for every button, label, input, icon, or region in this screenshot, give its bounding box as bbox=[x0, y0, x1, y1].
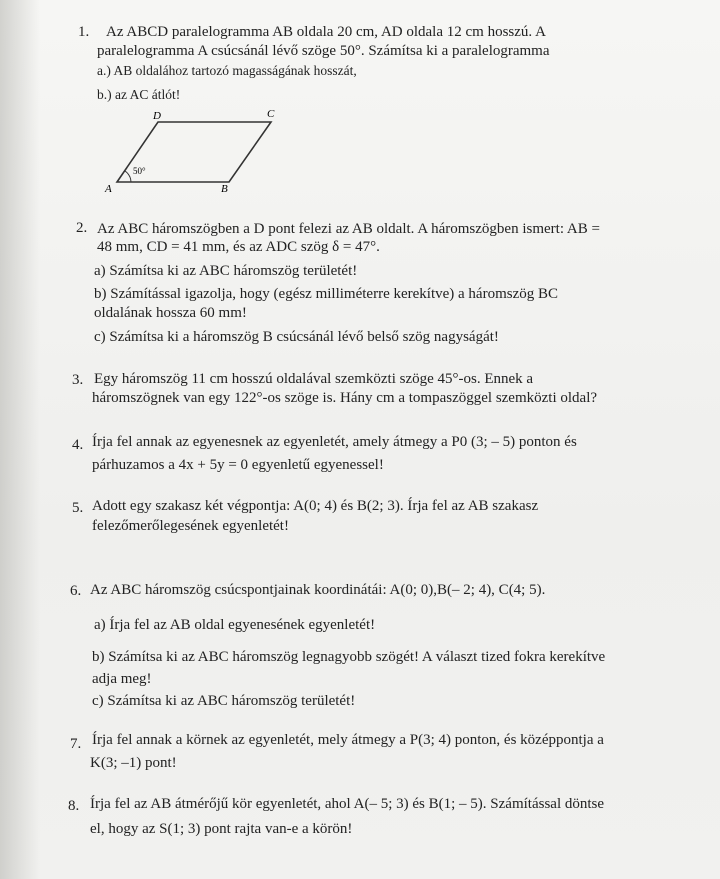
problem-7-line-2: K(3; –1) pont! bbox=[90, 755, 177, 771]
problem-2-line-2: 48 mm, CD = 41 mm, és az ADC szög δ = 47°. bbox=[97, 239, 380, 255]
problem-6-line-1: Az ABC háromszög csúcspontjainak koordinátái: A(0; 0),B(– 2; 4), C(4; 5). bbox=[90, 582, 546, 598]
problem-1-line-2: paralelogramma A csúcsánál lévő szöge 50°. Számítsa ki a paralelogramma bbox=[97, 43, 550, 59]
problem-4-line-1: Írja fel annak az egyenesnek az egyenletét, amely átmegy a P0 (3; – 5) ponton és bbox=[92, 434, 577, 450]
problem-5-line-2: felezőmerőlegesének egyenletét! bbox=[92, 518, 289, 534]
problem-2-part-b-line-2: oldalának hossza 60 mm! bbox=[94, 305, 247, 321]
problem-2-part-b-line-1: b) Számítással igazolja, hogy (egész milliméterre kerekítve) a háromszög BC bbox=[94, 286, 559, 302]
page-shadow bbox=[0, 0, 40, 879]
problem-8-line-1: Írja fel az AB átmérőjű kör egyenletét, ahol A(– 5; 3) és B(1; – 5). Számítással döntse bbox=[90, 796, 605, 812]
vertex-label-b: B bbox=[221, 183, 228, 195]
problem-2-line-1: Az ABC háromszögben a D pont felezi az AB oldalt. A háromszögben ismert: AB = bbox=[97, 221, 600, 237]
vertex-label-d: D bbox=[153, 110, 161, 122]
problem-3-line-1: Egy háromszög 11 cm hosszú oldalával szemközti szöge 45°-os. Ennek a bbox=[94, 371, 534, 387]
problem-3-number: 3. bbox=[72, 372, 84, 388]
problem-7-number: 7. bbox=[70, 736, 82, 752]
problem-5-line-1: Adott egy szakasz két végpontja: A(0; 4) és B(2; 3). Írja fel az AB szakasz bbox=[92, 498, 539, 514]
problem-4-number: 4. bbox=[72, 437, 84, 453]
problem-6-part-c: c) Számítsa ki az ABC háromszög területét! bbox=[92, 693, 356, 709]
problem-1-line-1: Az ABCD paralelogramma AB oldala 20 cm, AD oldala 12 cm hosszú. A bbox=[106, 24, 546, 40]
problem-8-line-2: el, hogy az S(1; 3) pont rajta van-e a körön! bbox=[90, 821, 353, 837]
problem-3-line-2: háromszögnek van egy 122°-os szöge is. Hány cm a tompaszöggel szemközti oldal? bbox=[92, 390, 598, 406]
problem-5-number: 5. bbox=[72, 500, 84, 516]
problem-2-part-c: c) Számítsa ki a háromszög B csúcsánál lévő belső szög nagyságát! bbox=[94, 329, 499, 345]
problem-6-number: 6. bbox=[70, 583, 82, 599]
problem-2-part-a: a) Számítsa ki az ABC háromszög területét! bbox=[94, 263, 358, 279]
problem-8-number: 8. bbox=[68, 798, 80, 814]
angle-arc bbox=[125, 171, 131, 182]
problem-6-part-b-line-2: adja meg! bbox=[92, 671, 152, 687]
problem-6-part-b-line-1: b) Számítsa ki az ABC háromszög legnagyobb szögét! A választ tized fokra kerekítve bbox=[92, 649, 606, 665]
problem-1-part-a: a.) AB oldalához tartozó magasságának hosszát, bbox=[97, 63, 357, 78]
vertex-label-c: C bbox=[267, 108, 275, 120]
problem-1-number: 1. bbox=[78, 24, 90, 40]
problem-6-part-a: a) Írja fel az AB oldal egyenesének egyenletét! bbox=[94, 617, 376, 633]
parallelogram-figure bbox=[95, 108, 295, 203]
problem-1-part-b: b.) az AC átlót! bbox=[97, 87, 181, 102]
angle-label: 50° bbox=[133, 166, 146, 176]
vertex-label-a: A bbox=[105, 183, 112, 195]
problem-2-number: 2. bbox=[76, 220, 88, 236]
problem-4-line-2: párhuzamos a 4x + 5y = 0 egyenletű egyenessel! bbox=[92, 457, 384, 473]
problem-7-line-1: Írja fel annak a körnek az egyenletét, mely átmegy a P(3; 4) ponton, és középpontja a bbox=[92, 732, 604, 748]
